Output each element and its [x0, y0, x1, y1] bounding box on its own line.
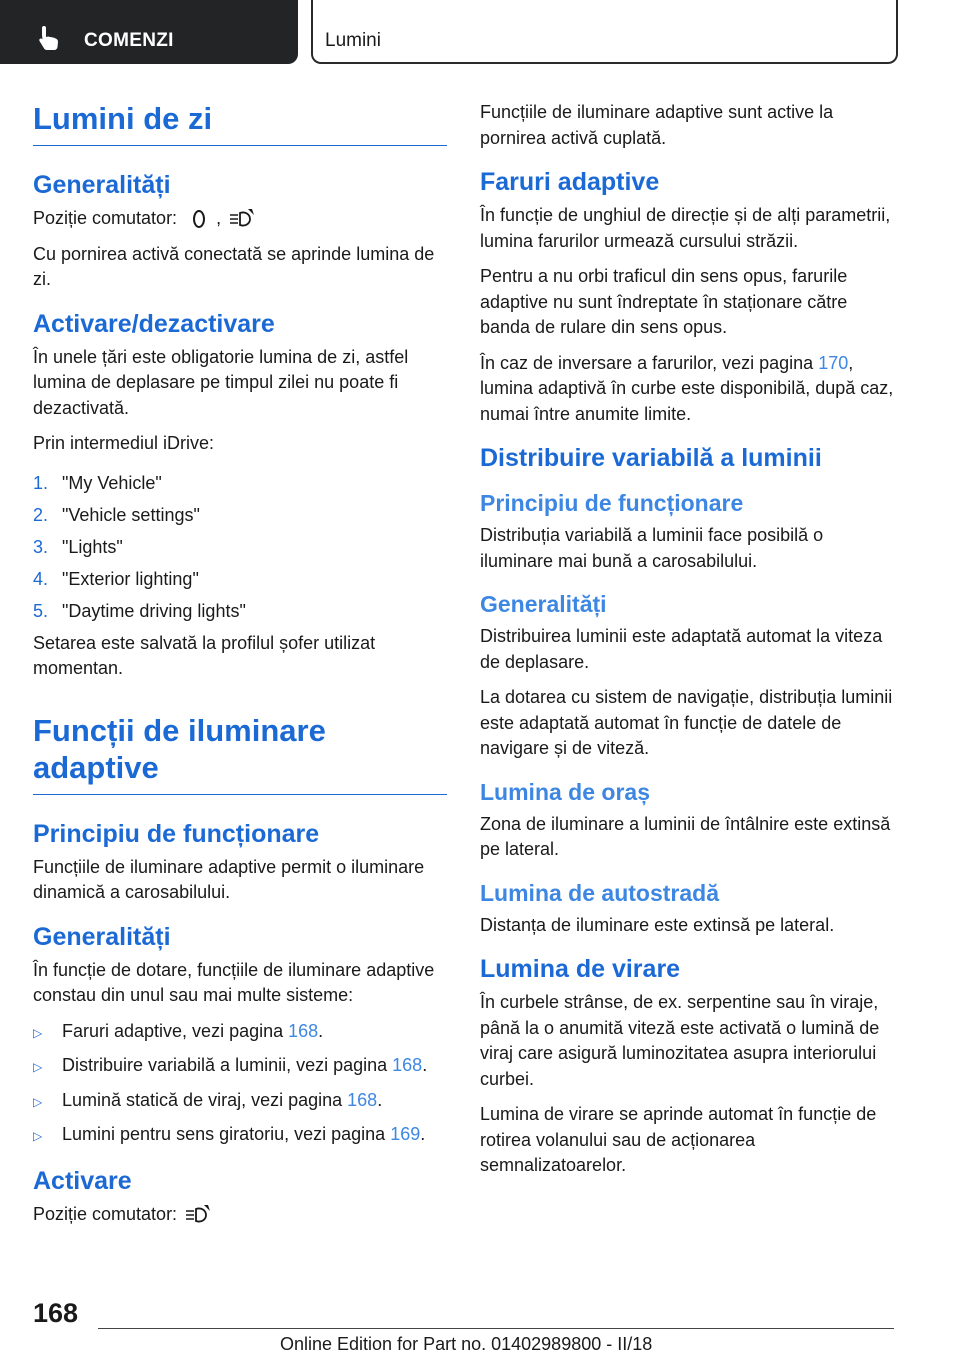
- chapter-tab-label: COMENZI: [84, 30, 174, 51]
- paragraph: Funcțiile de iluminare adaptive sunt active la pornirea activă cuplată.: [480, 102, 834, 148]
- subheading-town-light: Lumina de oraș: [480, 778, 650, 805]
- switch-position-label: Poziție comutator:: [33, 208, 178, 228]
- paragraph: Funcțiile de iluminare adaptive permit o iluminare dinamică a carosabilului.: [33, 856, 425, 902]
- bullet-end: .: [377, 1089, 383, 1110]
- heading-general: Generalități: [33, 171, 171, 199]
- section-tab-label: Lumini: [325, 30, 381, 51]
- paragraph: Distanța de iluminare este extinsă pe lateral.: [480, 914, 835, 935]
- paragraph: În curbele strânse, de ex. serpentine sau în viraje, până la o anumită viteză este activată o lumină de viraj care asigură luminozitatea asupra interiorului curbei.: [480, 992, 880, 1089]
- bullet-text: Faruri adaptive, vezi pagina: [62, 1020, 289, 1041]
- automatic-headlight-icon: [226, 207, 260, 231]
- heading-adaptive-headlights: Faruri adaptive: [480, 168, 660, 196]
- paragraph: Prin intermediul iDrive:: [33, 433, 215, 453]
- paragraph: Pentru a nu orbi traficul din sens opus, farurile adaptive nu sunt îndreptate în staționare către banda de rulare din sens opus.: [480, 266, 848, 337]
- switch-position-text: [33, 206, 447, 232]
- heading-activare: Activare: [33, 1166, 132, 1195]
- footer-rule: [98, 1328, 894, 1329]
- subheading-principle: Principiu de funcționare: [480, 490, 744, 516]
- switch-position-label: Poziție comutator:: [33, 1203, 178, 1224]
- right-column: [480, 100, 896, 1189]
- page-link[interactable]: 168: [288, 1020, 319, 1041]
- bullet-end: .: [318, 1020, 324, 1041]
- text: , lumina adaptivă în curbe este disponibilă, după caz, numai între anumite limite.: [480, 352, 894, 424]
- heading-rule: [33, 794, 447, 795]
- paragraph: În funcție de dotare, funcțiile de iluminare adaptive constau din unul sau mai multe sisteme:: [33, 959, 435, 1005]
- page-number: 168: [33, 1298, 79, 1328]
- triangle-bullet-icon: ▷: [33, 1129, 43, 1143]
- heading-activation: Activare/dezactivare: [33, 309, 275, 338]
- subheading-general: Generalități: [480, 591, 607, 617]
- list-item: [33, 467, 447, 499]
- page-link[interactable]: 168: [347, 1089, 378, 1110]
- step-text: "Lights": [62, 536, 123, 557]
- bullet-text: Lumină statică de viraj, vezi pagina: [62, 1089, 348, 1110]
- heading-cornering-light: Lumina de virare: [480, 955, 681, 983]
- list-item: [33, 531, 447, 563]
- list-item: [33, 1088, 447, 1116]
- section-tab[interactable]: [311, 0, 898, 64]
- edition-text: Online Edition for Part no. 01402989800 - II/18: [280, 1334, 653, 1354]
- paragraph: Lumina de virare se aprinde automat în funcție de rotirea volanului sau de acționarea semnalizatoarelor.: [480, 1104, 877, 1175]
- hand-pointer-icon: [36, 24, 62, 52]
- bullet-end: .: [422, 1055, 428, 1075]
- switch-position-text: [33, 1202, 447, 1228]
- heading-principle: Principiu de funcționare: [33, 819, 320, 848]
- step-number: 3.: [33, 536, 49, 557]
- paragraph: Distribuția variabilă a luminii face posibilă o iluminare mai bună a carosabilului.: [480, 525, 824, 571]
- triangle-bullet-icon: ▷: [33, 1060, 43, 1074]
- heading-adaptive-functions: Funcții de iluminare adaptive: [33, 712, 326, 785]
- separator: ,: [216, 208, 222, 228]
- heading-rule: [33, 145, 447, 146]
- paragraph: [480, 351, 896, 428]
- list-item: [33, 563, 447, 595]
- automatic-headlight-icon: [182, 1203, 216, 1227]
- paragraph: În unele țări este obligatorie lumina de zi, astfel lumina de deplasare pe timpul zilei nu poate fi dezactivată.: [33, 346, 409, 418]
- paragraph: Distribuirea luminii este adaptată automat la viteza de deplasare.: [480, 626, 883, 672]
- systems-list: [33, 1019, 447, 1150]
- chapter-tab[interactable]: [0, 0, 298, 64]
- step-text: "Daytime driving lights": [62, 600, 246, 621]
- step-number: 4.: [33, 568, 49, 589]
- paragraph: Setarea este salvată la profilul șofer utilizat momentan.: [33, 632, 376, 678]
- bullet-text: Distribuire variabilă a luminii, vezi pagina: [62, 1055, 393, 1075]
- step-text: "Exterior lighting": [62, 568, 199, 589]
- step-text: "My Vehicle": [62, 472, 162, 493]
- step-text: "Vehicle settings": [62, 504, 200, 525]
- idrive-steps: [33, 467, 447, 627]
- step-number: 5.: [33, 600, 49, 621]
- page-link[interactable]: 170: [818, 352, 849, 373]
- heading-daytime-lights: Lumini de zi: [33, 101, 213, 136]
- bullet-text: Lumini pentru sens giratoriu, vezi pagina: [62, 1124, 391, 1144]
- paragraph: Zona de iluminare a luminii de întâlnire este extinsă pe lateral.: [480, 813, 891, 859]
- triangle-bullet-icon: ▷: [33, 1094, 43, 1109]
- page-link[interactable]: 169: [390, 1124, 421, 1144]
- list-item: [33, 1122, 447, 1150]
- bullet-end: .: [420, 1124, 426, 1144]
- page-link[interactable]: 168: [392, 1055, 423, 1075]
- subheading-motorway-light: Lumina de autostradă: [480, 879, 719, 906]
- left-column: [33, 100, 447, 1237]
- text: În caz de inversare a farurilor, vezi pagina: [480, 352, 819, 373]
- step-number: 2.: [33, 504, 49, 525]
- triangle-bullet-icon: ▷: [33, 1025, 43, 1040]
- list-item: [33, 1019, 447, 1047]
- list-item: [33, 1053, 447, 1081]
- list-item: [33, 499, 447, 531]
- paragraph: În funcție de unghiul de direcție și de alți parametrii, lumina farurilor urmează cursului străzii.: [480, 205, 891, 251]
- paragraph: La dotarea cu sistem de navigație, distribuția luminii este adaptată automat în funcție de datele de navigare și de viteză.: [480, 687, 893, 758]
- list-item: [33, 595, 447, 627]
- heading-general: Generalități: [33, 922, 171, 951]
- zero-position-icon: [182, 208, 216, 230]
- page-header: [0, 0, 960, 66]
- heading-variable-light: Distribuire variabilă a luminii: [480, 444, 822, 472]
- step-number: 1.: [33, 472, 49, 493]
- paragraph: Cu pornirea activă conectată se aprinde lumina de zi.: [33, 243, 435, 289]
